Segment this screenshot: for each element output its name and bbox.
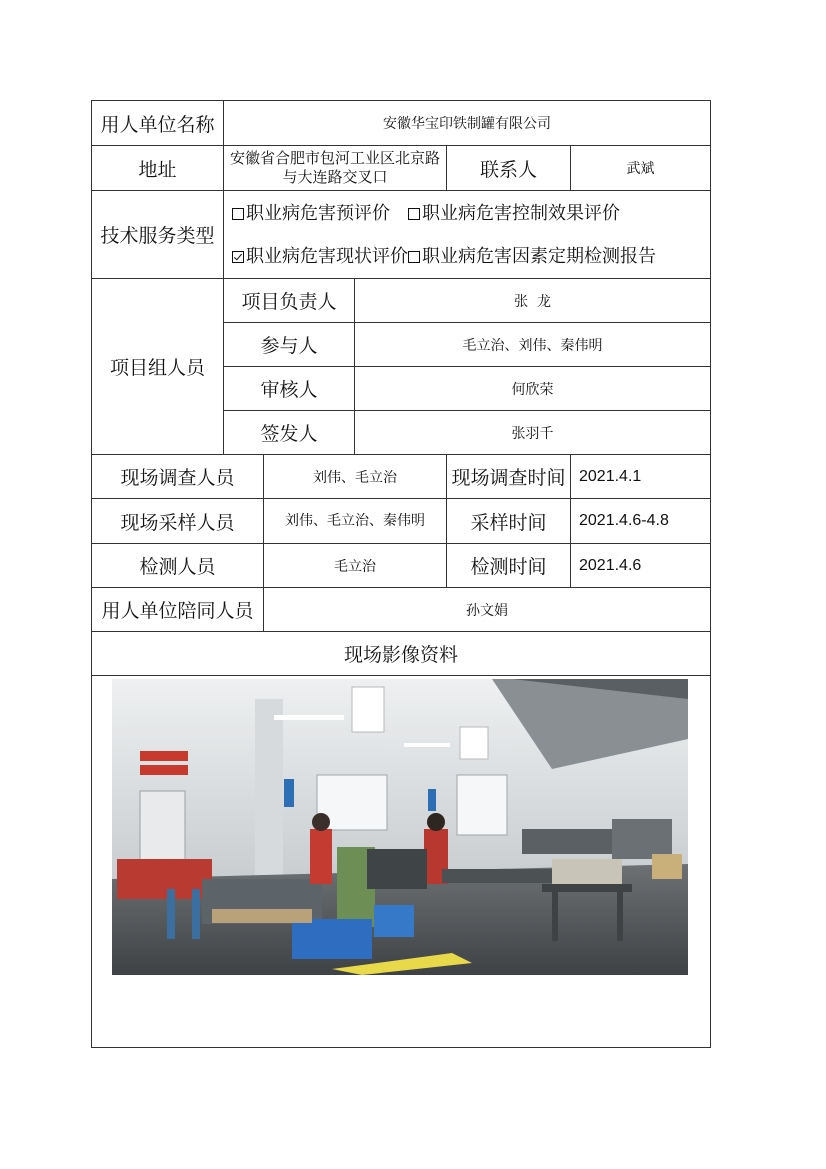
- service-option-status-evaluation[interactable]: [232, 246, 408, 267]
- service-option-pre-evaluation[interactable]: [232, 203, 390, 224]
- service-option-label: 职业病危害现状评价: [246, 245, 408, 267]
- checkbox-icon[interactable]: [408, 208, 420, 220]
- service-type-options: [224, 191, 711, 279]
- survey-staff-label: 现场调查人员: [92, 455, 264, 499]
- escort-label: 用人单位陪同人员: [92, 588, 264, 632]
- checked-checkbox-icon[interactable]: [232, 251, 244, 263]
- survey-time-label: 现场调查时间: [447, 455, 571, 499]
- service-type-label: 技术服务类型: [92, 191, 224, 279]
- testing-time-value: 2021.4.6: [571, 544, 711, 588]
- contact-label: 联系人: [447, 146, 571, 191]
- testing-staff-value: 毛立治: [264, 544, 447, 588]
- sampling-staff-label: 现场采样人员: [92, 499, 264, 544]
- address-value: 安徽省合肥市包河工业区北京路与大连路交叉口: [224, 146, 447, 191]
- project-team-label: 项目组人员: [92, 279, 224, 455]
- survey-staff-value: 刘伟、毛立治: [264, 455, 447, 499]
- sampling-time-label: 采样时间: [447, 499, 571, 544]
- team-member: 毛立治、刘伟、秦伟明: [355, 323, 711, 367]
- service-option-control-effect[interactable]: [408, 203, 620, 224]
- service-option-label: 职业病危害控制效果评价: [422, 202, 620, 224]
- sampling-time-value: 2021.4.6-4.8: [571, 499, 711, 544]
- team-member: 张 龙: [355, 279, 711, 323]
- service-option-periodic-testing[interactable]: [408, 246, 656, 267]
- employer-label: 用人单位名称: [92, 101, 224, 146]
- checkbox-icon[interactable]: [408, 251, 420, 263]
- survey-time-value: 2021.4.1: [571, 455, 711, 499]
- sampling-staff-value: 刘伟、毛立治、秦伟明: [264, 499, 447, 544]
- address-label: 地址: [92, 146, 224, 191]
- team-role: 项目负责人: [224, 279, 355, 323]
- photo-section-label: 现场影像资料: [92, 632, 711, 676]
- team-member: 何欣荣: [355, 367, 711, 411]
- team-member: 张羽千: [355, 411, 711, 455]
- service-option-label: 职业病危害预评价: [246, 202, 390, 224]
- contact-value: 武斌: [571, 146, 711, 191]
- team-role: 签发人: [224, 411, 355, 455]
- checkbox-icon[interactable]: [232, 208, 244, 220]
- site-photo: [112, 679, 688, 975]
- team-role: 参与人: [224, 323, 355, 367]
- escort-value: 孙文娟: [264, 588, 711, 632]
- service-option-label: 职业病危害因素定期检测报告: [422, 245, 656, 267]
- testing-time-label: 检测时间: [447, 544, 571, 588]
- testing-staff-label: 检测人员: [92, 544, 264, 588]
- employer-value: 安徽华宝印铁制罐有限公司: [224, 101, 711, 146]
- team-role: 审核人: [224, 367, 355, 411]
